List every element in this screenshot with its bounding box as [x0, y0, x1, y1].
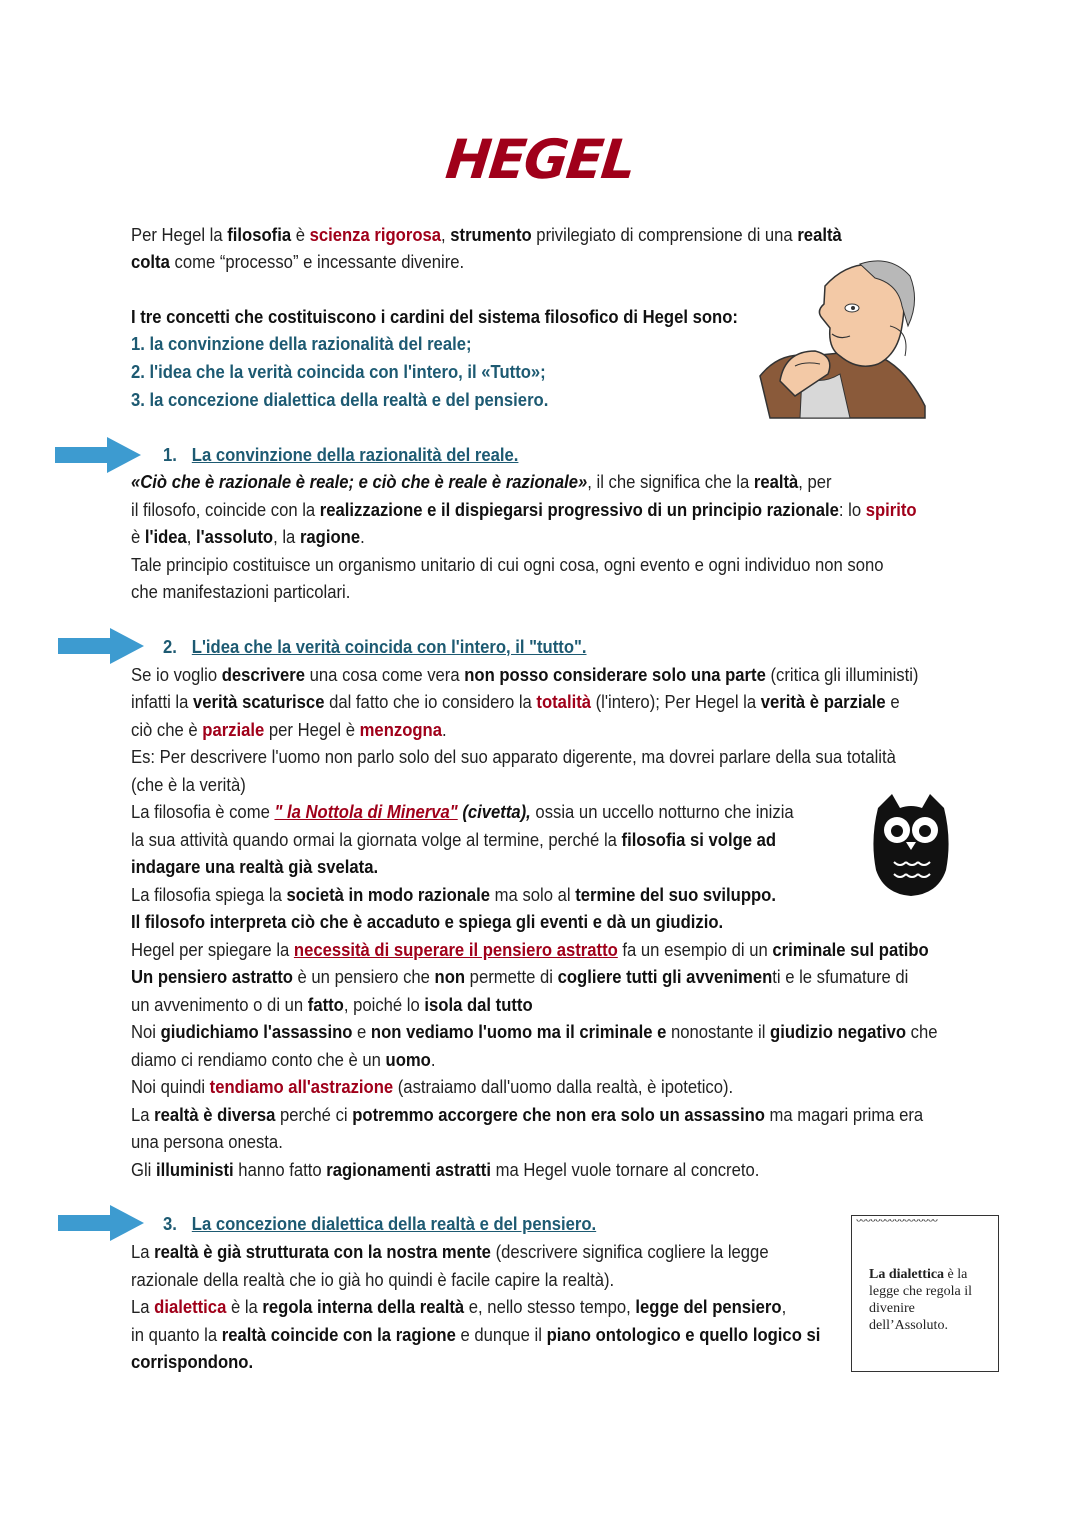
section2-line-11: Hegel per spiegare la necessità di superare il pensiero astratto fa un esempio di un criminale sul patibo	[131, 939, 929, 960]
note-text: La dialettica è la legge che regola il divenire dell’Assoluto.	[869, 1267, 973, 1333]
section2-line-1: Se io voglio descrivere una cosa come vera non posso considerare solo una parte (critica gli illuministi)	[131, 664, 919, 685]
section1-line-1: «Ciò che è razionale è reale; e ciò che è reale è razionale», il che significa che la realtà, per	[131, 471, 832, 492]
section1-line-3: è l'idea, l'assoluto, la ragione.	[131, 526, 365, 547]
dialectic-note-card	[851, 1215, 999, 1372]
section3-heading: 3. La concezione dialettica della realtà e del pensiero.	[163, 1213, 597, 1234]
arrow-right-icon	[58, 1203, 146, 1243]
section3-line-1: La realtà è già strutturata con la nostra mente (descrivere significa cogliere la legge	[131, 1241, 769, 1262]
concept-item-1: 1. la convinzione della razionalità del reale;	[131, 333, 472, 354]
concept-item-2: 2. l'idea che la verità coincida con l'intero, il «Tutto»;	[131, 361, 546, 382]
section2-line-9: La filosofia spiega la società in modo razionale ma solo al termine del suo sviluppo.	[131, 884, 776, 905]
section2-line-4: Es: Per descrivere l'uomo non parlo solo del suo apparato digerente, ma dovrei parlare della sua totalità	[131, 746, 896, 767]
section2-line-3: ciò che è parziale per Hegel è menzogna.	[131, 719, 447, 740]
section2-line-15: diamo ci rendiamo conto che è un uomo.	[131, 1049, 436, 1070]
arrow-right-icon	[55, 435, 143, 475]
section2-line-5: (che è la verità)	[131, 774, 246, 795]
concepts-header: I tre concetti che costituiscono i cardini del sistema filosofico di Hegel sono:	[131, 306, 738, 327]
spiral-notepad-icon: ᵕᵕᵕᵕᵕᵕᵕᵕᵕᵕᵕᵕᵕᵕᵕᵕᵕ	[856, 1214, 938, 1230]
section1-line-2: il filosofo, coincide con la realizzazione e il dispiegarsi progressivo di un principio razionale: lo spirito	[131, 499, 917, 520]
section1-line-4: Tale principio costituisce un organismo unitario di cui ogni cosa, ogni evento e ogni individuo non sono	[131, 554, 884, 575]
section2-line-17: La realtà è diversa perché ci potremmo accorgere che non era solo un assassino ma magari prima era	[131, 1104, 924, 1125]
concept-item-3: 3. la concezione dialettica della realtà e del pensiero.	[131, 389, 549, 410]
section2-line-12: Un pensiero astratto è un pensiero che non permette di cogliere tutti gli avvenimenti e le sfumature di	[131, 966, 909, 987]
section2-line-16: Noi quindi tendiamo all'astrazione (astraiamo dall'uomo dalla realtà, è ipotetico).	[131, 1076, 734, 1097]
intro-line-1: Per Hegel la filosofia è scienza rigorosa, strumento privilegiato di comprensione di una realtà	[131, 224, 842, 245]
section2-line-14: Noi giudichiamo l'assassino e non vediamo l'uomo ma il criminale e nonostante il giudizio negativo che	[131, 1021, 938, 1042]
section2-line-10: Il filosofo interpreta ciò che è accaduto e spiega gli eventi e dà un giudizio.	[131, 911, 724, 932]
section3-line-3: La dialettica è la regola interna della realtà e, nello stesso tempo, legge del pensiero,	[131, 1296, 787, 1317]
section1-heading: 1. La convinzione della razionalità del reale.	[163, 444, 519, 465]
page-title: HEGEL	[442, 128, 638, 191]
section2-line-2: infatti la verità scaturisce dal fatto che io considero la totalità (l'intero); Per Hegel la verità è parziale e	[131, 691, 900, 712]
section2-heading: 2. L'idea che la verità coincida con l'intero, il "tutto".	[163, 636, 587, 657]
section2-line-6: La filosofia è come " la Nottola di Minerva" (civetta), ossia un uccello notturno che inizia	[131, 801, 794, 822]
intro-line-2: colta come “processo” e incessante divenire.	[131, 251, 465, 272]
arrow-right-icon	[58, 626, 146, 666]
section3-line-4: in quanto la realtà coincide con la ragione e dunque il piano ontologico e quello logico si	[131, 1324, 821, 1345]
section1-line-5: che manifestazioni particolari.	[131, 581, 351, 602]
section2-line-8: indagare una realtà già svelata.	[131, 856, 379, 877]
section2-line-18: una persona onesta.	[131, 1131, 283, 1152]
section2-line-13: un avvenimento o di un fatto, poiché lo isola dal tutto	[131, 994, 533, 1015]
section3-line-5: corrispondono.	[131, 1351, 254, 1372]
hegel-portrait-image	[740, 256, 930, 421]
section2-line-19: Gli illuministi hanno fatto ragionamenti astratti ma Hegel vuole tornare al concreto.	[131, 1159, 760, 1180]
section2-line-7: la sua attività quando ormai la giornata volge al termine, perché la filosofia si volge ad	[131, 829, 777, 850]
owl-icon	[866, 790, 956, 898]
section3-line-2: razionale della realtà che io già ho quindi è facile capire la realtà).	[131, 1269, 615, 1290]
